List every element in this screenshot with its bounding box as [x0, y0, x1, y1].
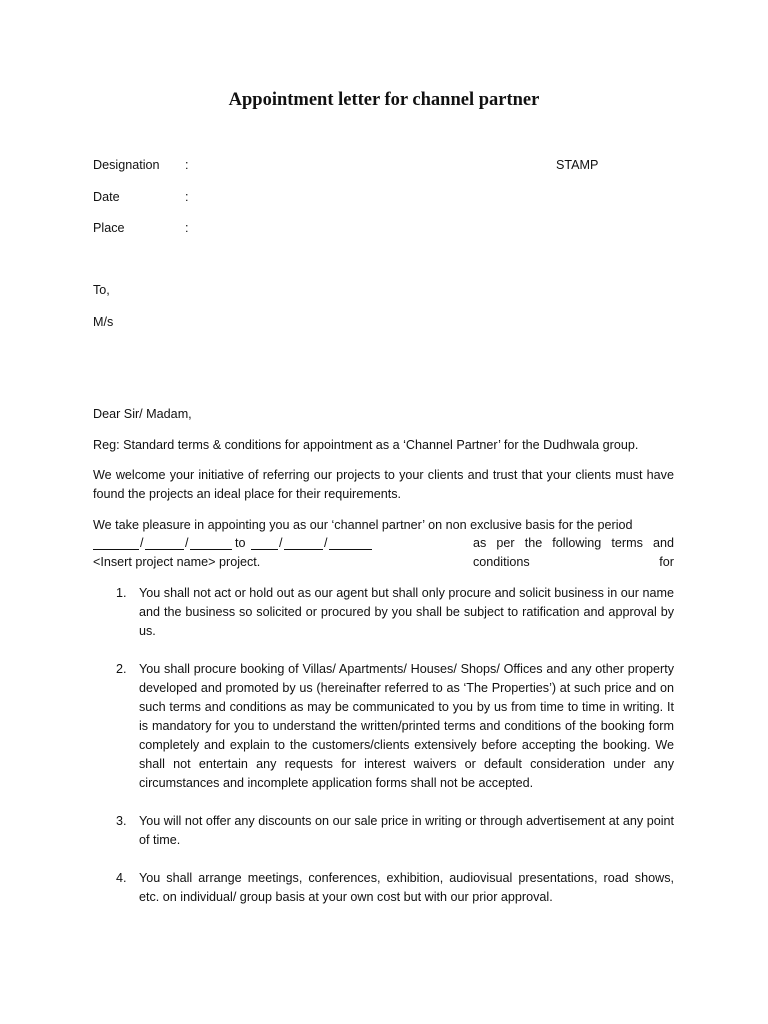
- designation-label: Designation: [93, 158, 160, 172]
- addressee-to: To,: [93, 283, 110, 297]
- end-year-blank[interactable]: [329, 536, 372, 550]
- designation-colon: :: [185, 158, 189, 172]
- place-label: Place: [93, 221, 125, 235]
- term-number: 2.: [116, 662, 127, 676]
- end-day-blank[interactable]: [251, 536, 278, 550]
- period-to: to: [235, 536, 246, 550]
- term-text: You shall arrange meetings, conferences, exhibition, audiovisual presentations, road shows, etc. on individual/ group basis at your own cost but with our prior approval.: [139, 871, 674, 904]
- date-slash: /: [324, 536, 328, 550]
- project-line: <Insert project name> project.: [93, 555, 261, 569]
- salutation: Dear Sir/ Madam,: [93, 407, 192, 421]
- list-item: [93, 584, 674, 641]
- date-slash: /: [185, 536, 189, 550]
- end-month-blank[interactable]: [284, 536, 323, 550]
- date-slash: /: [140, 536, 144, 550]
- term-text: You shall procure booking of Villas/ Apartments/ Houses/ Shops/ Offices and any other property developed and promoted by us (hereinafter referred to as ‘The Properties’) at such price and on such terms and conditions as may be communicated to you by us from time to time in writing. It is mandatory for you to understand the written/printed terms and conditions of the booking form completely and explain to the customers/clients extensively before accepting the booking. We shall not entertain any requests for interest waivers or default consideration under any circumstances and incomplete application forms shall not be accepted.: [139, 662, 674, 790]
- stamp-label: STAMP: [556, 158, 599, 172]
- term-text: You shall not act or hold out as our agent but shall only procure and solicit business in our name and the business so solicited or procured by you shall be subject to ratification and approval by us.: [139, 586, 674, 638]
- welcome-paragraph: We welcome your initiative of referring our projects to your clients and trust that your clients must have found the projects an ideal place for their requirements.: [93, 468, 674, 501]
- term-number: 1.: [116, 586, 127, 600]
- addressee-ms: M/s: [93, 315, 114, 329]
- date-label: Date: [93, 190, 120, 204]
- date-slash: /: [279, 536, 283, 550]
- place-colon: :: [185, 221, 189, 235]
- term-number: 4.: [116, 871, 127, 885]
- term-number: 3.: [116, 814, 127, 828]
- list-item: [93, 812, 674, 850]
- reg-line: Reg: Standard terms & conditions for appointment as a ‘Channel Partner’ for the Dudhwala group.: [93, 438, 639, 452]
- term-text: You will not offer any discounts on our sale price in writing or through advertisement at any point of time.: [139, 814, 674, 847]
- start-day-blank[interactable]: [93, 536, 139, 550]
- letter-title: Appointment letter for channel partner: [228, 90, 540, 110]
- list-item: [93, 869, 674, 907]
- appoint-intro: We take pleasure in appointing you as our ‘channel partner’ on non exclusive basis for the period: [93, 518, 633, 532]
- date-colon: :: [185, 190, 189, 204]
- start-month-blank[interactable]: [145, 536, 184, 550]
- list-item: [93, 660, 674, 793]
- start-year-blank[interactable]: [190, 536, 232, 550]
- terms-list: [93, 584, 674, 926]
- period-rest-text: as per the following terms and conditions for: [473, 536, 674, 569]
